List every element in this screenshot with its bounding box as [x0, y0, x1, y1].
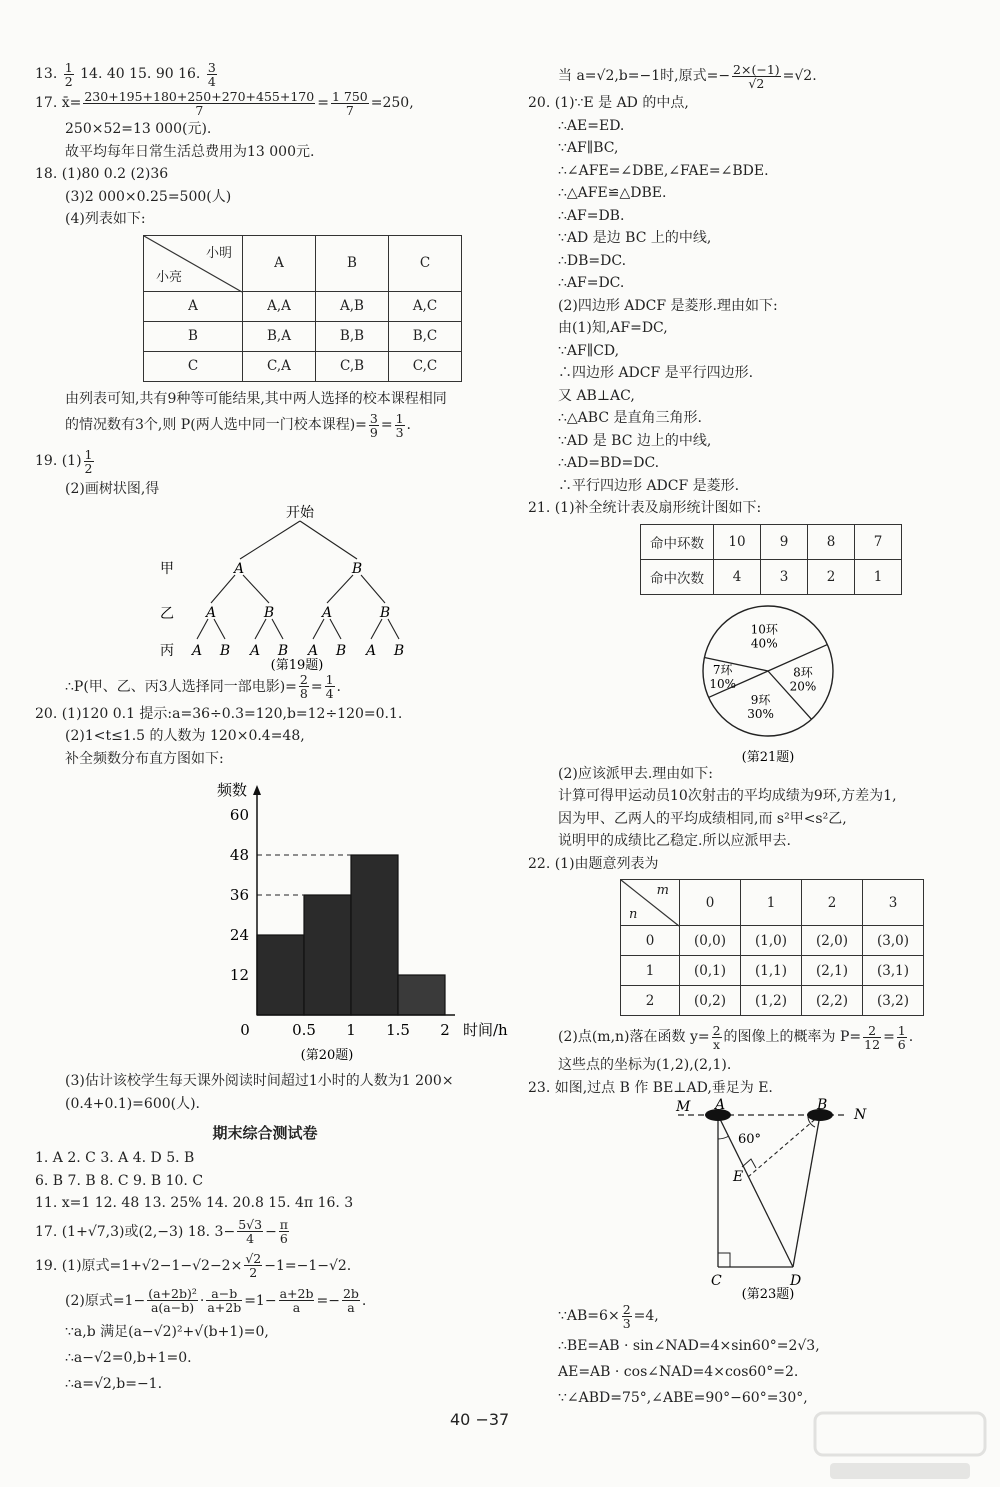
svg-text:M: M	[676, 1099, 691, 1115]
answers-13-16	[35, 60, 495, 88]
q22-line2: (2)点(m,n)落在函数 y= $\frac{2}{x}$ 的图像上的概率为 P= $\frac{2}{12}$ = $\frac{1}{6}$ .	[558, 1022, 914, 1052]
q22-line3: 这些点的坐标为(1,2),(2,1).	[558, 1057, 732, 1073]
y-tick-label: 48	[229, 846, 249, 864]
q20-proof-line: ∴AD=BD=DC.	[558, 455, 660, 471]
svg-text:A: A	[191, 642, 203, 659]
q18-line2: (3)2 000×0.25=500(人)	[65, 188, 232, 205]
svg-text:A: A	[205, 604, 217, 621]
angle-label: 60°	[738, 1132, 762, 1147]
table-corner-cell: 小明 小亮	[144, 235, 243, 291]
final-answers-2: 6. B 7. B 8. C 9. B 10. C	[35, 1172, 204, 1189]
q21-table	[640, 524, 902, 595]
q20-line3: 补全频数分布直方图如下:	[65, 750, 224, 767]
page-number: 40 −37	[450, 1410, 510, 1429]
q21-line3: 计算可得甲运动员10次射击的平均成绩为9环,方差为1,	[558, 788, 897, 804]
q21-caption: (第21题)	[741, 749, 795, 765]
q17-line3: 故平均每年日常生活总费用为13 000元.	[65, 143, 315, 160]
answers-14-16-text: 14. 40 15. 90 16.	[80, 66, 201, 82]
q16-fraction: $\frac{3}{4}$	[207, 59, 216, 89]
final-q19-line5: ∴a=√2,b=−1.	[65, 1375, 163, 1392]
q19-tree-diagram	[35, 501, 495, 671]
y-tick-label: 12	[229, 966, 249, 984]
table-header: C	[389, 235, 462, 291]
svg-text:A: A	[715, 1097, 726, 1113]
q20-proof-line: 20. (1)∵E 是 AD 的中点,	[528, 95, 689, 111]
q23-figure	[528, 1097, 968, 1302]
q13-fraction: $\frac{1}{2}$	[64, 59, 73, 89]
q20-proof-line: (2)四边形 ADCF 是菱形.理由如下:	[558, 297, 778, 314]
table-header: A	[243, 235, 316, 291]
q23-line3: ∴BE=AB · sin∠NAD=4×sin60°=2√3,	[558, 1338, 820, 1354]
histogram-bar	[304, 895, 351, 1015]
y-tick-label: 60	[229, 806, 249, 824]
q18-conclusion-1: 由列表可知,共有9种等可能结果,其中两人选择的校本课程相同	[65, 390, 447, 407]
table-row: 0 (0,0) (1,0) (2,0) (3,0)	[621, 926, 924, 956]
svg-text:B: B	[219, 642, 231, 659]
y-axis-label: 频数	[217, 781, 248, 799]
table-corner-cell: m n	[621, 880, 680, 926]
q20-proof-line: ∴∠AFE=∠DBE,∠FAE=∠BDE.	[558, 162, 769, 179]
final-answers-3: 11. x=1 12. 48 13. 25% 14. 20.8 15. 4π 16. 3	[35, 1195, 354, 1211]
svg-text:A: A	[249, 642, 261, 659]
final-q19-part2: (2)原式=1− $\frac{\text{(a+2b)²}}{a(a-b)}$ · $\frac{a-b}{a+2b}$ =1− $\frac{a+2b}{a}$ =− $\frac{2b}{a}$ .	[65, 1286, 367, 1315]
q23-line2: ∵AB=6× $\frac{2}{3}$ =4,	[558, 1301, 659, 1331]
q22-table: m n 0 1 2 3 0 (0,0) (1,0) (2,0) (3,0) 1 (0,1) (1,1) (2,1) (3,1) 2 (0,2) (1,2) (2,2) (3,2)	[620, 879, 924, 1016]
x-tick-label: 1	[346, 1021, 356, 1039]
q18-conclusion-2: 的情况数有3个,则 P(两人选中同一门校本课程)= $\frac{3}{9}$ = $\frac{1}{3}$ .	[65, 410, 411, 440]
q21-line1: 21. (1)补全统计表及扇形统计图如下:	[528, 500, 762, 516]
svg-text:C: C	[711, 1273, 722, 1289]
pie-slice-pct: 10%	[709, 676, 737, 691]
svg-text:A: A	[307, 642, 319, 659]
svg-text:D: D	[790, 1273, 802, 1289]
table-header: B	[316, 235, 389, 291]
q23-line4: AE=AB · cos∠NAD=4×cos60°=2.	[558, 1364, 799, 1380]
q19-conclusion: ∴P(甲、乙、丙3人选择同一部电影)= $\frac{2}{8}$ = $\frac{1}{4}$ .	[65, 672, 341, 701]
q17-line2: 250×52=13 000(元).	[65, 121, 212, 137]
q20-histogram	[35, 770, 508, 1070]
svg-text:A: A	[321, 604, 333, 621]
q20-proof-line: ∵AD 是边 BC 上的中线,	[558, 230, 712, 246]
svg-text:E: E	[733, 1169, 744, 1185]
q19-line1: 19. (1) $\frac{1}{2}$	[35, 446, 93, 476]
histogram-bar	[398, 975, 445, 1015]
tree-start: 开始	[286, 504, 314, 521]
final-q19-line3: ∵a,b 满足(a−√2)²+√(b+1)=0,	[65, 1323, 269, 1340]
svg-text:N: N	[854, 1107, 867, 1123]
q20-proof-line: ∴△AFE≌△DBE.	[558, 185, 667, 201]
x-axis-label: 时间/h	[463, 1021, 508, 1039]
svg-text:B: B	[351, 560, 363, 577]
q20-proof-line: ∵AF∥BC,	[558, 140, 619, 156]
x-tick-label: 1.5	[386, 1021, 410, 1039]
final-answers-1: 1. A 2. C 3. A 4. D 5. B	[35, 1150, 195, 1166]
final-answers-4: 17. (1+√7,3)或(2,−3) 18. 3− $\frac{5√3}{4}$ − $\frac{\pi}{6}$	[35, 1217, 289, 1246]
svg-text:丙: 丙	[160, 642, 174, 659]
q17-formula: 17. x̄= $\frac{230+195+180+250+270+455+170}{7}$ = $\frac{1 750}{7}$ =250,	[35, 88, 414, 118]
q20-line4: (3)估计该校学生每天课外阅读时间超过1小时的人数为1 200×	[65, 1073, 454, 1089]
right-angle-C	[718, 1253, 730, 1267]
left-column	[35, 59, 508, 1397]
pie-slice-pct: 20%	[789, 678, 817, 693]
q23-caption: (第23题)	[741, 1287, 795, 1302]
q19-line2: (2)画树状图,得	[65, 481, 160, 497]
svg-text:A: A	[365, 642, 377, 659]
svg-text:B: B	[277, 642, 289, 659]
q17-sum-fraction: $\frac{230+195+180+250+270+455+170}{7}$	[84, 88, 315, 118]
segment-BD	[793, 1115, 820, 1267]
q20-proof-line: ∴DB=DC.	[558, 252, 627, 269]
histogram-bar	[257, 935, 304, 1015]
q18-table	[143, 235, 462, 382]
watermark-logo	[810, 1405, 990, 1485]
q13-label: 13.	[35, 66, 58, 82]
svg-text:乙: 乙	[160, 605, 174, 622]
final-q19-part1: 19. (1)原式=1+√2−1−√2−2× $\frac{√2}{2}$ −1=−1−√2.	[35, 1251, 352, 1280]
q19-caption: (第19题)	[270, 657, 324, 673]
q21-line4: 因为甲、乙两人的平均成绩相同,而 s²甲<s²乙,	[558, 810, 847, 827]
q20-proof-line: ∴AE=ED.	[558, 117, 625, 134]
pie-slice-label: 9环	[750, 692, 771, 707]
svg-text:甲: 甲	[160, 560, 174, 577]
q20-proof-line: 由(1)知,AF=DC,	[558, 320, 668, 336]
q20-proof-line: ∵AF∥CD,	[558, 342, 620, 359]
q20-caption: (第20题)	[300, 1048, 354, 1063]
svg-text:B: B	[263, 604, 275, 621]
q20-proof-line: ∴平行四边形 ADCF 是菱形.	[558, 477, 740, 494]
final-q19-line4: ∴a−√2=0,b+1=0.	[65, 1349, 192, 1366]
pie-slice-label: 7环	[712, 662, 733, 677]
q20-proof-line: ∴四边形 ADCF 是平行四边形.	[558, 365, 754, 381]
q21-pie-chart	[528, 601, 968, 763]
table-row: C C,A C,B C,C	[144, 351, 462, 381]
q20-line1: 20. (1)120 0.1 提示:a=36÷0.3=120,b=12÷120=0.1.	[35, 705, 403, 722]
q22-line1: 22. (1)由题意列表为	[528, 855, 659, 872]
q20-line5: (0.4+0.1)=600(人).	[65, 1095, 201, 1112]
y-tick-label: 24	[229, 926, 249, 944]
table-row: B B,A B,B B,C	[144, 321, 462, 351]
q23-line1: 23. 如图,过点 B 作 BE⊥AD,垂足为 E.	[528, 1079, 773, 1096]
q18-line1: 18. (1)80 0.2 (2)36	[35, 166, 169, 182]
q21-line5: 说明甲的成绩比乙稳定.所以应派甲去.	[558, 833, 791, 849]
x-tick-label: 2	[440, 1021, 450, 1039]
q20-proof-line: ∴AF=DB.	[558, 207, 625, 224]
q20-proof	[528, 92, 968, 497]
svg-text:B: B	[393, 642, 405, 659]
pie-slice-label: 10环	[750, 621, 778, 636]
final-test-title: 期末综合测试卷	[212, 1124, 318, 1142]
q18-line3: (4)列表如下:	[65, 211, 146, 227]
table-row: 命中次数 4 3 2 1	[641, 559, 902, 594]
pie-slice-label: 8环	[793, 664, 813, 679]
x-tick-label: 0.5	[292, 1021, 316, 1039]
q17-result-fraction: $\frac{1 750}{7}$	[331, 88, 368, 118]
q20-line2: (2)1<t≤1.5 的人数为 120×0.4=48,	[65, 728, 305, 744]
q20-proof-line: 又 AB⊥AC,	[558, 387, 635, 404]
q21-line2: (2)应该派甲去.理由如下:	[558, 765, 713, 782]
q23-line5: ∵∠ABD=75°,∠ABE=90°−60°=30°,	[558, 1390, 808, 1406]
svg-text:A: A	[233, 560, 245, 577]
x-tick-label: 0	[240, 1021, 250, 1039]
right-column	[528, 60, 968, 1411]
svg-text:B: B	[379, 604, 391, 621]
table-row: 1 (0,1) (1,1) (2,1) (3,1)	[621, 956, 924, 986]
histogram-bar	[351, 855, 398, 1015]
right-top-line: 当 a=√2,b=−1时,原式=− $\frac{2\times(-1)}{√2}$ =√2.	[558, 61, 817, 91]
table-row: 命中环数 10 9 8 7	[641, 524, 902, 559]
q20-proof-line: ∴AF=DC.	[558, 275, 625, 291]
pie-slice-pct: 30%	[747, 706, 774, 721]
table-row: A A,A A,B A,C	[144, 291, 462, 321]
svg-text:B: B	[335, 642, 347, 659]
table-row: 2 (0,2) (1,2) (2,2) (3,2)	[621, 986, 924, 1016]
q20-proof-line: ∵AD 是 BC 边上的中线,	[558, 432, 712, 449]
y-tick-label: 36	[229, 886, 249, 904]
angle-arc	[718, 1136, 729, 1139]
svg-text:B: B	[817, 1097, 828, 1113]
y-axis-arrow	[253, 785, 261, 795]
pie-slice-pct: 40%	[750, 635, 778, 650]
q20-proof-line: ∴△ABC 是直角三角形.	[558, 410, 702, 426]
